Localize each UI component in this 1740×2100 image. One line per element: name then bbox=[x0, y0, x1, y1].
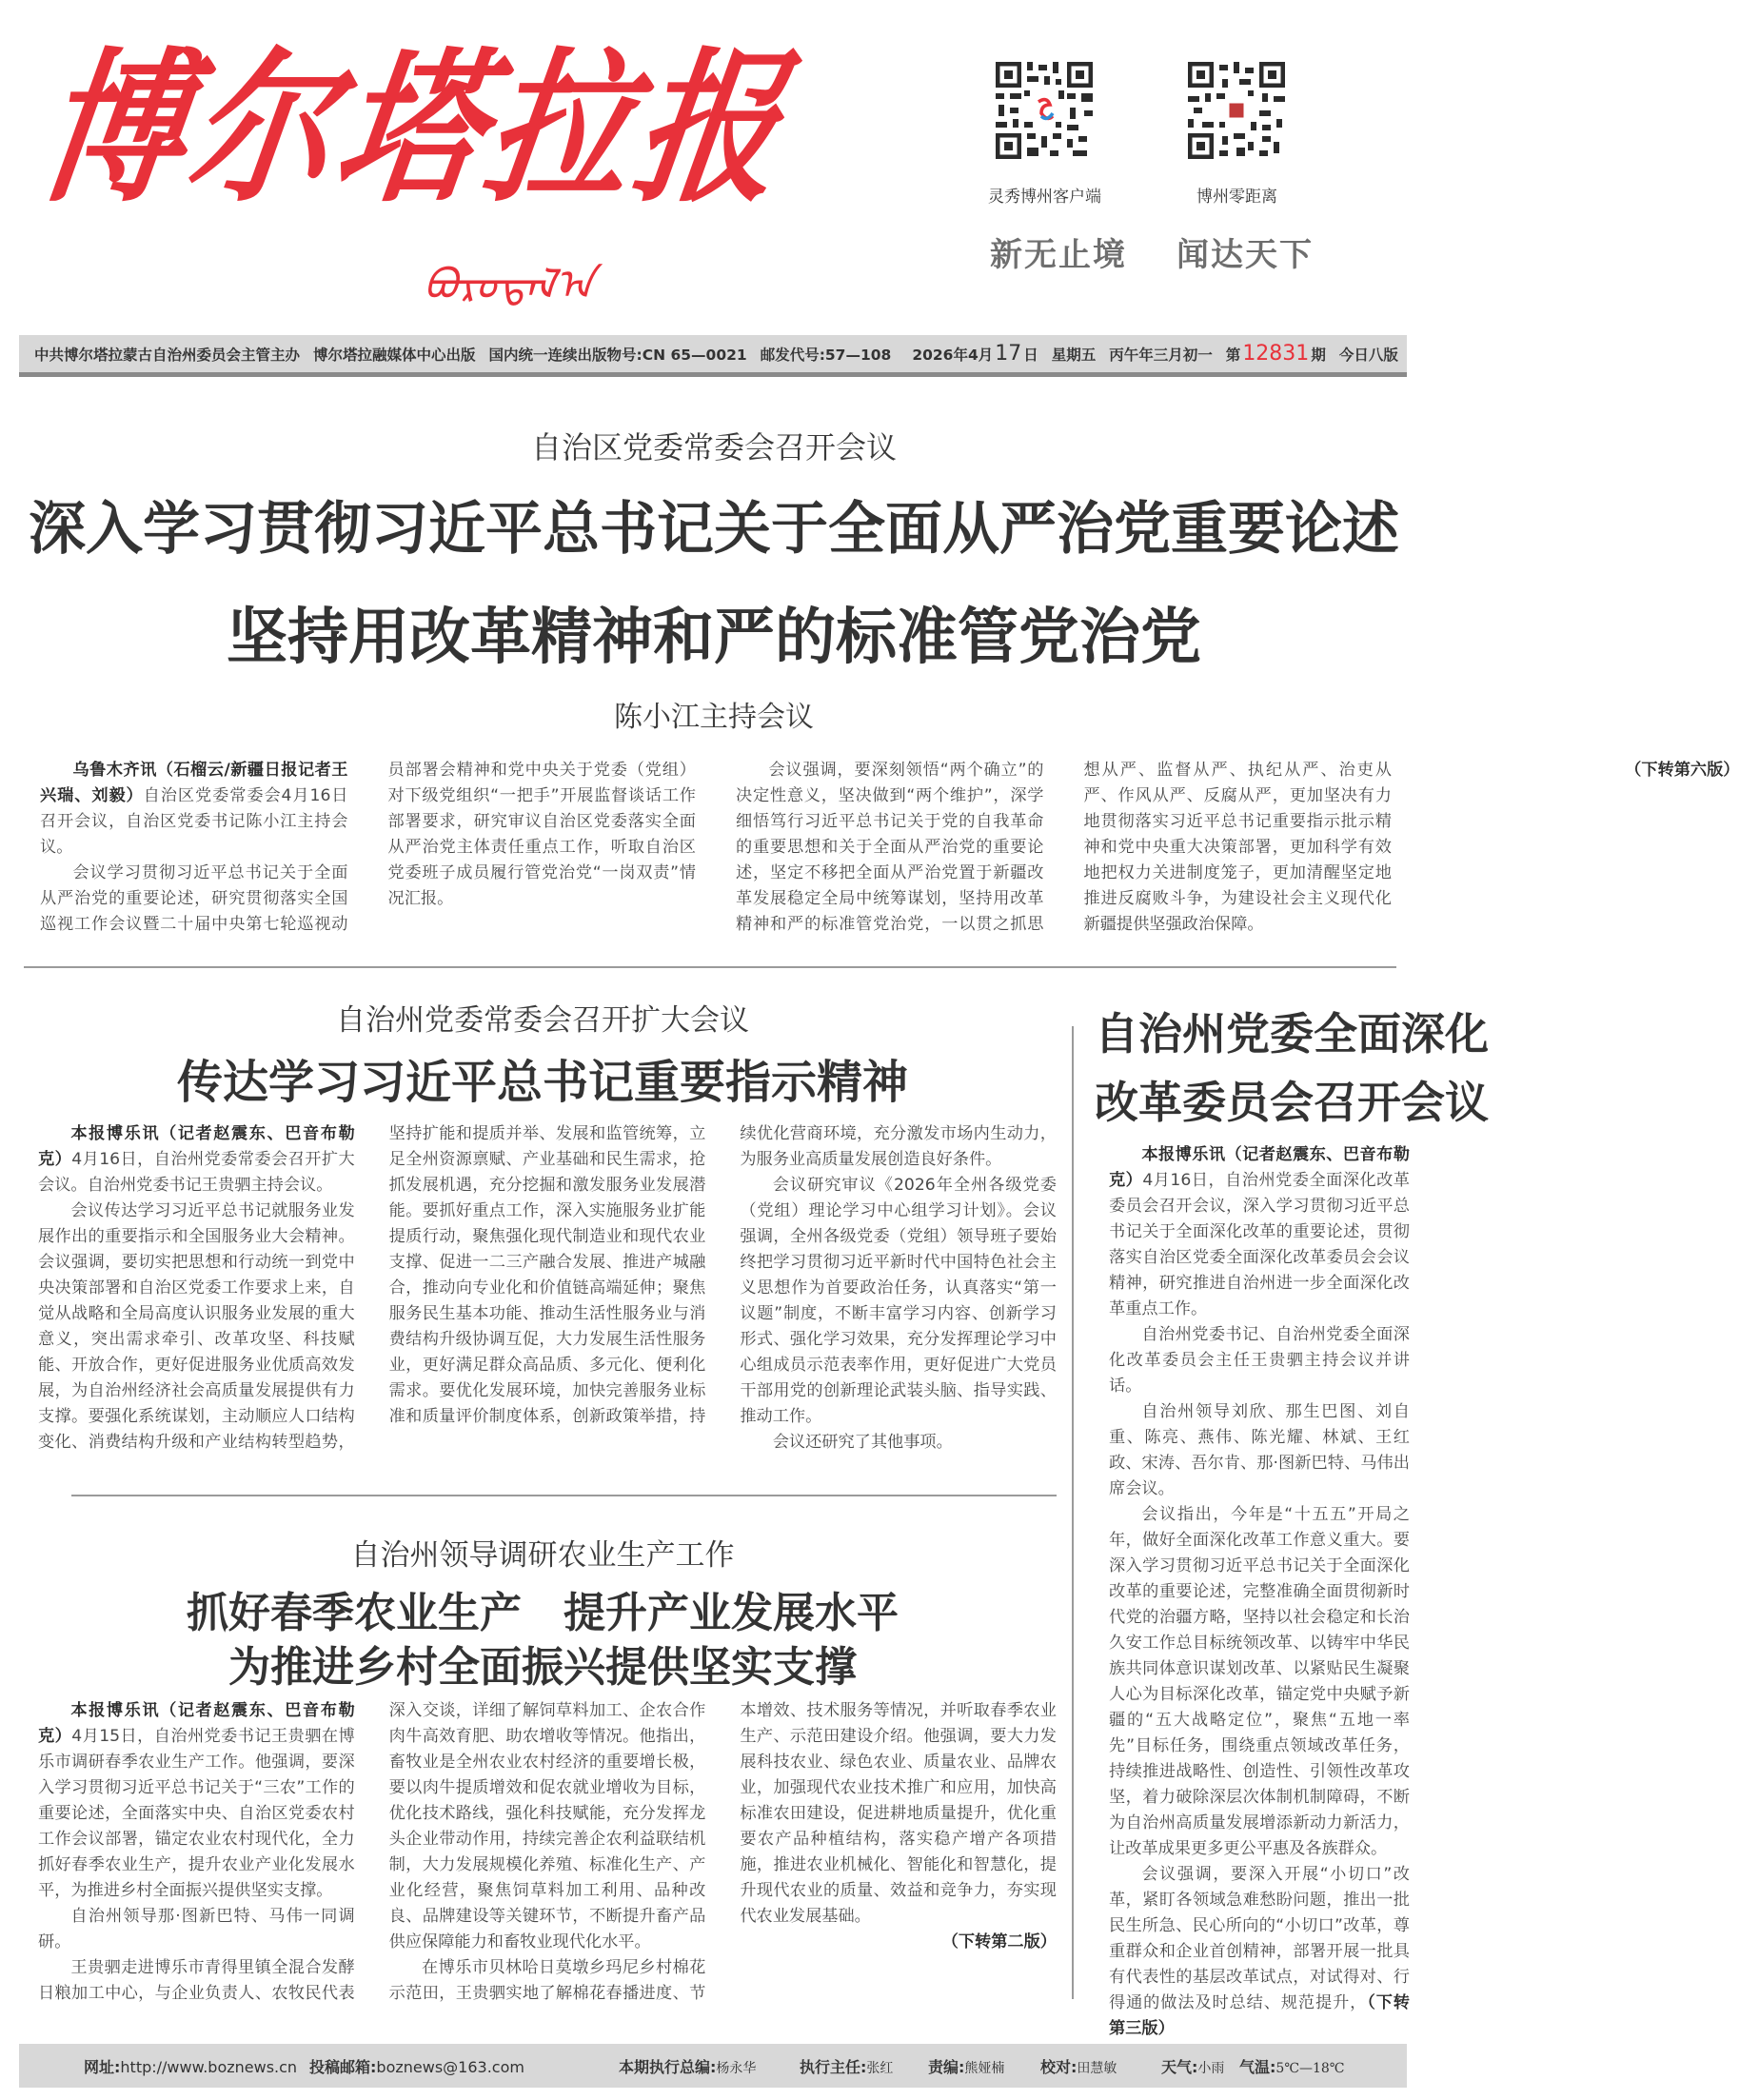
footer-email: 投稿邮箱:boznews@163.com bbox=[309, 2058, 524, 2076]
issue-number: 第12831 期 bbox=[1225, 342, 1326, 366]
weekday: 星期五 bbox=[1051, 346, 1097, 364]
article3-paragraph: 会议指出，今年是“十五五”开局之年，做好全面深化改革工作意义重大。要深入学习贯彻习近平总书记关于全面深化改革的重要论述，完整准确全面贯彻新时代党的治疆方略，坚持以社会稳定和长治久安工作总目标统领改革、以铸牢中华民族共同体意识谋划改革、以紧贴民生凝聚人心为目标深化改革，锚定党中央赋予新疆的“五大战略定位”，聚焦“五地一率先”目标任务，围绕重点领域改革任务，持续推进战略性、创造性、引领性改革攻坚，着力破除深层次体制机制障碍，不断为自治州高质量发展增添新动力新活力，让改革成果更多更公平惠及各族群众。 bbox=[1109, 1505, 1410, 1858]
article4-paragraph: 在博乐市贝林哈日莫墩乡玛尼乡村棉花示范田，王贵驷实地了解棉花春播进度、节本增效、技术服务等情况，并听取春季农业生产、示范田建设介绍。他强调，要大力发展科技农业、绿色农业、质量农业、品牌农业，加强现代农业技术推广和应用，加快高标准农田建设，促进耕地质量提升，优化重要农产品种植结构，落实稳产增产各项措施，推进农业机械化、智能化和智慧化，提升现代农业的质量、效益和竞争力，夯实现代农业发展基础。 bbox=[388, 1701, 1057, 2003]
article3-headline[interactable] bbox=[1095, 1000, 1489, 1137]
section-divider bbox=[71, 1495, 1057, 1496]
article2-headline[interactable]: 传达学习习近平总书记重要指示精神 bbox=[176, 1056, 908, 1109]
footer-website: 网址:http://www.boznews.cn bbox=[84, 2058, 298, 2076]
article1-headline-line2[interactable]: 坚持用改革精神和严的标准管党治党 bbox=[227, 603, 1201, 673]
website-link[interactable]: http://www.boznews.cn bbox=[120, 2058, 298, 2076]
article2-paragraph: 会议还研究了其他事项。 bbox=[772, 1433, 953, 1452]
article3-paragraph: 会议强调，要深入开展“小切口”改革，紧盯各领域急难愁盼问题，推出一批民生所急、民心所向的“小切口”改革，尊重群众和企业首创精神，部署开展一批具有代表性的基层改革试点，对试得对、行得通的做法及时总结、规范提升，（下转第三版） bbox=[1109, 1865, 1410, 2038]
logo-mongolian-text: ᠪᠣᠷᠣᠲᠠᠯ᠎ᠠ bbox=[424, 261, 595, 309]
issue-date: 2026年4月17 日 bbox=[912, 342, 1038, 366]
issue-info-bar bbox=[19, 335, 1407, 377]
article3-headline-line1: 自治州党委全面深化 bbox=[1095, 1008, 1489, 1060]
footer-chief-editor: 本期执行总编:杨永华 bbox=[619, 2058, 757, 2076]
sponsor: 中共博尔塔拉蒙古自治州委员会主管主办 bbox=[34, 346, 301, 364]
newspaper-logo bbox=[29, 19, 823, 309]
qr-label-app: 灵秀博州客户端 bbox=[988, 188, 1101, 207]
footer-bar bbox=[19, 2044, 1407, 2088]
article4-paragraph: 王贵驷走进博乐市青得里镇全混合发酵日粮加工中心，与企业负责人、农牧民代表深入交谈，详细了解饲草料加工、企农合作肉牛高效育肥、助农增收等情况。他指出，畜牧业是全州农业农村经济的重要增长极，要以肉牛提质增效和促农就业增收为目标，优化技术路线，强化科技赋能，充分发挥龙头企业带动作用，持续完善企农利益联结机制，大力发展规模化养殖、标准化生产、产业化经营，聚焦饲草料加工利用、品种改良、品牌建设等关键环节，不断提升畜产品供应保障能力和畜牧业现代化水平。 bbox=[38, 1701, 706, 2003]
cn-number: 国内统一连续出版物号:CN 65—0021 bbox=[488, 346, 747, 364]
qr-code-icon bbox=[993, 55, 1096, 166]
qr-code-icon bbox=[1185, 55, 1288, 166]
publisher: 博尔塔拉融媒体中心出版 bbox=[313, 346, 476, 364]
article3-dateline: 本报博乐讯（记者赵震东、巴音布勒克） bbox=[1109, 1145, 1410, 1190]
article1-body: 乌鲁木齐讯（石榴云/新疆日报记者王兴瑞、刘毅）自治区党委常委会4月16日召开会议，自治区党委书记陈小江主持会议。 会议学习贯彻习近平总书记关于全面从严治党的重要论述，研究贯彻落实全国巡视工作会议暨二十届中央第七轮巡视动员部署会精神和党中央关于党委（党组）对下级党组织“一把手”开展监督谈话工作部署要求，研究审议自治区党委落实全面从严治党主体责任重点工作，听取自治区党委班子成员履行管党治党“一岗双责”情况汇报。 会议强调，要深刻领悟“两个确立”的决定性意义，坚决做到“两个维护”，深学细悟笃行习近平总书记关于党的自我革命的重要思想和关于全面从严治党的重要论述，坚定不移把全面从严治党置于新疆改革发展稳定全局中统筹谋划，坚持用改革精神和严的标准管党治党，一以贯之抓思想从严、监督从严、执纪从严、治吏从严、作风从严、反腐从严，更加坚决有力地贯彻落实习近平总书记重要指示批示精神和党中央重大决策部署，更加科学有效地把权力关进制度笼子，更加清醒坚定地推进反腐败斗争，为建设社会主义现代化新疆提供坚强政治保障。 （下转第六版） bbox=[40, 758, 1392, 939]
article4-paragraph: 自治州领导那·图新巴特、马伟一同调研。 bbox=[38, 1907, 355, 1951]
section-divider bbox=[24, 966, 1396, 968]
footer-director: 执行主任:张红 bbox=[800, 2058, 894, 2076]
article1-dateline: 乌鲁木齐讯（石榴云/新疆日报记者王兴瑞、刘毅） bbox=[40, 761, 348, 805]
article4-continued[interactable]: （下转第二版） bbox=[941, 1932, 1057, 1951]
article4-headline-line2[interactable]: 为推进乡村全面振兴提供坚实支撑 bbox=[228, 1643, 857, 1692]
footer-temperature: 气温:5℃—18℃ bbox=[1239, 2058, 1345, 2076]
slogan-left: 新无止境 bbox=[990, 236, 1127, 274]
qr-label-social: 博州零距离 bbox=[1196, 188, 1277, 207]
article4-dateline: 本报博乐讯（记者赵震东、巴音布勒克） bbox=[38, 1701, 355, 1746]
article3-continued[interactable]: （下转第三版） bbox=[1109, 1993, 1410, 2038]
article4-body: 本报博乐讯（记者赵震东、巴音布勒克）4月15日，自治州党委书记王贵驷在博乐市调研春季农业生产工作。他强调，要深入学习贯彻习近平总书记关于“三农”工作的重要论述，全面落实中央、自治区党委农村工作会议部署，锚定农业农村现代化，全力抓好春季农业生产，提升农业产业化发展水平，为推进乡村全面振兴提供坚实支撑。 自治州领导那·图新巴特、马伟一同调研。 王贵驷走进博乐市青得里镇全混合发酵日粮加工中心，与企业负责人、农牧民代表深入交谈，详细了解饲草料加工、企农合作肉牛高效育肥、助农增收等情况。他指出，畜牧业是全州农业农村经济的重要增长极，要以肉牛提质增效和促农就业增收为目标，优化技术路线，强化科技赋能，充分发挥龙头企业带动作用，持续完善企农利益联结机制，大力发展规模化养殖、标准化生产、产业化经营，聚焦饲草料加工利用、品种改良、品牌建设等关键环节，不断提升畜产品供应保障能力和畜牧业现代化水平。 在博乐市贝林哈日莫墩乡玛尼乡村棉花示范田，王贵驷实地了解棉花春播进度、节本增效、技术服务等情况，并听取春季农业生产、示范田建设介绍。他强调，要大力发展科技农业、绿色农业、质量农业、品牌农业，加强现代农业技术推广和应用，加快高标准农田建设，促进耕地质量提升，优化重要农产品种植结构，落实稳产增产各项措施，推进农业机械化、智能化和智慧化，提升现代农业的质量、效益和竞争力，夯实现代农业发展基础。 （下转第二版） bbox=[38, 1698, 1057, 2022]
article2-paragraph: 会议研究审议《2026年全州各级党委（党组）理论学习中心组学习计划》。会议强调，全州各级党委（党组）领导班子要始终把学习贯彻习近平新时代中国特色社会主义思想作为首要政治任务，认真落实“第一议题”制度，不断丰富学习内容、创新学习形式、强化学习效果，充分发挥理论学习中心组成员示范表率作用，更好促进广大党员干部用党的创新理论武装头脑、指导实践、推动工作。 bbox=[740, 1176, 1057, 1426]
footer-proofreader: 校对:田慧敏 bbox=[1040, 2058, 1117, 2076]
qr-code-social[interactable] bbox=[1185, 55, 1288, 166]
article2-body: 本报博乐讯（记者赵震东、巴音布勒克）4月16日，自治州党委常委会召开扩大会议。自治州党委书记王贵驷主持会议。 会议传达学习习近平总书记就服务业发展作出的重要指示和全国服务业大会精神。会议强调，要切实把思想和行动统一到党中央决策部署和自治区党委工作要求上来，自觉从战略和全局高度认识服务业发展的重大意义，突出需求牵引、改革攻坚、科技赋能、开放合作，更好促进服务业优质高效发展，为自治州经济社会高质量发展提供有力支撑。要强化系统谋划，主动顺应人口结构变化、消费结构升级和产业结构转型趋势，坚持扩能和提质并举、发展和监管统筹，立足全州资源禀赋、产业基础和民生需求，抢抓发展机遇，充分挖掘和激发服务业发展潜能。要抓好重点工作，深入实施服务业扩能提质行动，聚焦强化现代制造业和现代农业支撑、促进一二三产融合发展、推进产城融合，推动向专业化和价值链高端延伸；聚焦服务民生基本功能、推动生活性服务业与消费结构升级协调互促，大力发展生活性服务业，更好满足群众高品质、多元化、便利化需求。要优化发展环境，加快完善服务业标准和质量评价制度体系，创新政策举措，持续优化营商环境，充分激发市场内生动力，为服务业高质量发展创造良好条件。 会议研究审议《2026年全州各级党委（党组）理论学习中心组学习计划》。会议强调，全州各级党委（党组）领导班子要始终把学习贯彻习近平新时代中国特色社会主义思想作为首要政治任务，认真落实“第一议题”制度，不断丰富学习内容、创新学习形式、强化学习效果，充分发挥理论学习中心组成员示范表率作用，更好促进广大党员干部用党的创新理论武装头脑、指导实践、推动工作。 会议还研究了其他事项。 bbox=[38, 1121, 1057, 1466]
article3-paragraph: 自治州领导刘欣、那生巴图、刘自重、陈亮、燕伟、陈光耀、林斌、王红政、宋涛、吾尔肯、那·图新巴特、马伟出席会议。 bbox=[1109, 1402, 1410, 1498]
column-divider bbox=[1072, 1026, 1074, 1999]
footer-editor: 责编:熊娅楠 bbox=[928, 2058, 1005, 2076]
slogan-right: 闻达天下 bbox=[1176, 236, 1314, 274]
article2-kicker: 自治州党委常委会召开扩大会议 bbox=[336, 1003, 749, 1038]
article4-headline-line1[interactable]: 抓好春季农业生产 提升产业发展水平 bbox=[187, 1589, 899, 1637]
article2-paragraph: 会议传达学习习近平总书记就服务业发展作出的重要指示和全国服务业大会精神。会议强调，要切实把思想和行动统一到党中央决策部署和自治区党委工作要求上来，自觉从战略和全局高度认识服务业发展的重大意义，突出需求牵引、改革攻坚、科技赋能、开放合作，更好促进服务业优质高效发展，为自治州经济社会高质量发展提供有力支撑。要强化系统谋划，主动顺应人口结构变化、消费结构升级和产业结构转型趋势，坚持扩能和提质并举、发展和监管统筹，立足全州资源禀赋、产业基础和民生需求，抢抓发展机遇，充分挖掘和激发服务业发展潜能。要抓好重点工作，深入实施服务业扩能提质行动，聚焦强化现代制造业和现代农业支撑、促进一二三产融合发展、推进产城融合，推动向专业化和价值链高端延伸；聚焦服务民生基本功能、推动生活性服务业与消费结构升级协调互促，大力发展生活性服务业，更好满足群众高品质、多元化、便利化需求。要优化发展环境，加快完善服务业标准和质量评价制度体系，创新政策举措，持续优化营商环境，充分激发市场内生动力，为服务业高质量发展创造良好条件。 bbox=[38, 1124, 1057, 1452]
article3-headline-line2: 改革委员会召开会议 bbox=[1095, 1077, 1489, 1128]
article1-kicker: 自治区党委常委会召开会议 bbox=[530, 429, 897, 466]
article1-paragraph: 会议强调，要深刻领悟“两个确立”的决定性意义，坚决做到“两个维护”，深学细悟笃行习近平总书记关于党的自我革命的重要思想和关于全面从严治党的重要论述，坚定不移把全面从严治党置于新疆改革发展稳定全局中统筹谋划，坚持用改革精神和严的标准管党治党，一以贯之抓思想从严、监督从严、执纪从严、治吏从严、作风从严、反腐从严，更加坚决有力地贯彻落实习近平总书记重要指示批示精神和党中央重大决策部署，更加科学有效地把权力关进制度笼子，更加清醒坚定地推进反腐败斗争，为建设社会主义现代化新疆提供坚强政治保障。 bbox=[736, 761, 1392, 934]
article3-body: 本报博乐讯（记者赵震东、巴音布勒克）4月16日，自治州党委全面深化改革委员会召开会议，深入学习贯彻习近平总书记关于全面深化改革的重要论述，贯彻落实自治区党委全面深化改革委员会会议精神，研究推进自治州进一步全面深化改革重点工作。 自治州党委书记、自治州党委全面深化改革委员会主任王贵驷主持会议并讲话。 自治州领导刘欣、那生巴图、刘自重、陈亮、燕伟、陈光耀、林斌、王红政、宋涛、吾尔肯、那·图新巴特、马伟出席会议。 会议指出，今年是“十五五”开局之年，做好全面深化改革工作意义重大。要深入学习贯彻习近平总书记关于全面深化改革的重要论述，完整准确全面贯彻新时代党的治疆方略，坚持以社会稳定和长治久安工作总目标统领改革、以铸牢中华民族共同体意识谋划改革、以紧贴民生凝聚人心为目标深化改革，锚定党中央赋予新疆的“五大战略定位”，聚焦“五地一率先”目标任务，围绕重点领域改革任务，持续推进战略性、创造性、引领性改革攻坚，着力破除深层次体制机制障碍，不断为自治州高质量发展增添新动力新活力，让改革成果更多更公平惠及各族群众。 会议强调，要深入开展“小切口”改革，紧盯各领域急难愁盼问题，推出一批民生所急、民心所向的“小切口”改革，尊重群众和企业首创精神，部署开展一批具有代表性的基层改革试点，对试得对、行得通的做法及时总结、规范提升，（下转第三版） bbox=[1109, 1142, 1410, 2028]
article1-paragraph: 会议学习贯彻习近平总书记关于全面从严治党的重要论述，研究贯彻落实全国巡视工作会议暨二十届中央第七轮巡视动员部署会精神和党中央关于党委（党组）对下级党组织“一把手”开展监督谈话工作部署要求，研究审议自治区党委落实全面从严治党主体责任重点工作，听取自治区党委班子成员履行管党治党“一岗双责”情况汇报。 bbox=[40, 761, 696, 934]
logo-text: 博尔塔拉报 bbox=[29, 31, 800, 226]
article1-continued[interactable]: （下转第六版） bbox=[1625, 761, 1740, 780]
article1-subhead: 陈小江主持会议 bbox=[614, 701, 814, 734]
article4-kicker: 自治州领导调研农业生产工作 bbox=[350, 1538, 735, 1573]
lunar-date: 丙午年三月初一 bbox=[1109, 346, 1213, 364]
qr-code-app[interactable] bbox=[993, 55, 1096, 166]
footer-weather: 天气:小雨 bbox=[1161, 2058, 1225, 2076]
article3-paragraph: 自治州党委书记、自治州党委全面深化改革委员会主任王贵驷主持会议并讲话。 bbox=[1109, 1325, 1410, 1396]
email-link[interactable]: boznews@163.com bbox=[376, 2058, 524, 2076]
article2-dateline: 本报博乐讯（记者赵震东、巴音布勒克） bbox=[38, 1124, 355, 1169]
postal-code: 邮发代号:57—108 bbox=[760, 346, 892, 364]
article1-headline-line1[interactable]: 深入学习贯彻习近平总书记关于全面从严治党重要论述 bbox=[29, 496, 1399, 563]
page-count: 今日八版 bbox=[1338, 346, 1398, 364]
